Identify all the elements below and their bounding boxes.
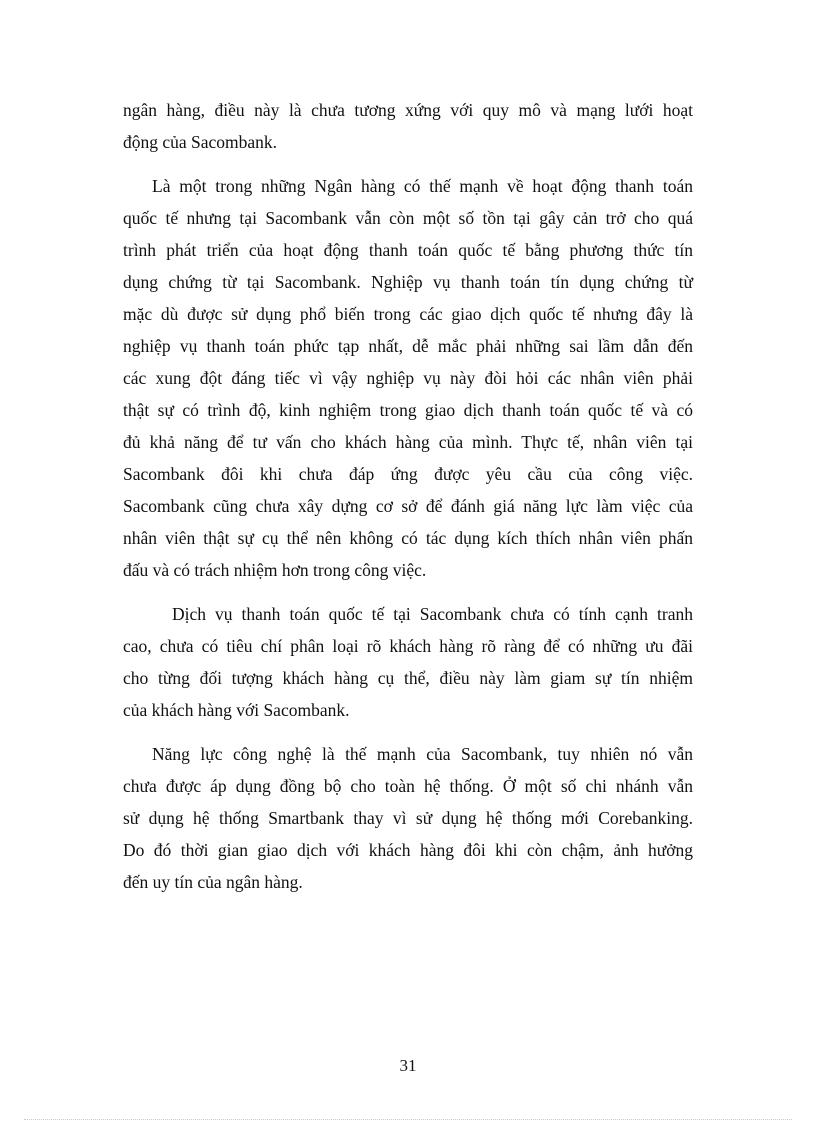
text-line: Là một trong những Ngân hàng có thế mạnh về hoạt động thanh toán <box>152 176 693 196</box>
text-line: các xung đột đáng tiếc vì vậy nghiệp vụ này đòi hỏi các nhân viên phải <box>123 368 693 388</box>
text-line: thật sự có trình độ, kinh nghiệm trong giao dịch thanh toán quốc tế và có <box>123 400 693 420</box>
paragraph-1 <box>123 94 693 158</box>
text-line: dụng chứng từ tại Sacombank. Nghiệp vụ thanh toán tín dụng chứng từ <box>123 272 693 292</box>
text-line: Do đó thời gian giao dịch với khách hàng đôi khi còn chậm, ảnh hưởng <box>123 840 693 860</box>
text-line: chưa được áp dụng đồng bộ cho toàn hệ thống. Ở một số chi nhánh vẫn <box>123 776 693 796</box>
page-number: 31 <box>399 1056 417 1075</box>
text-line: trình phát triển của hoạt động thanh toán quốc tế bằng phương thức tín <box>123 240 693 260</box>
text-line: quốc tế nhưng tại Sacombank vẫn còn một số tồn tại gây cản trở cho quá <box>123 208 693 228</box>
text-line: đấu và có trách nhiệm hơn trong công việc. <box>123 560 427 580</box>
paragraph-3 <box>123 598 693 726</box>
text-line: của khách hàng với Sacombank. <box>123 700 350 720</box>
text-line: Sacombank cũng chưa xây dựng cơ sở để đánh giá năng lực làm việc của <box>123 496 693 516</box>
text-line: cao, chưa có tiêu chí phân loại rõ khách hàng rõ ràng để có những ưu đãi <box>123 636 693 656</box>
text-line: ngân hàng, điều này là chưa tương xứng với quy mô và mạng lưới hoạt <box>123 100 693 120</box>
text-line: Sacombank đôi khi chưa đáp ứng được yêu cầu của công việc. <box>123 464 693 484</box>
page-bottom-divider <box>24 1119 792 1120</box>
text-line: sử dụng hệ thống Smartbank thay vì sử dụng hệ thống mới Corebanking. <box>123 808 693 828</box>
text-line: động của Sacombank. <box>123 132 278 152</box>
text-line: nghiệp vụ thanh toán phức tạp nhất, dễ mắc phải những sai lầm dẫn đến <box>123 336 693 356</box>
paragraph-4 <box>123 738 693 898</box>
text-line: Năng lực công nghệ là thế mạnh của Sacombank, tuy nhiên nó vẫn <box>152 744 693 764</box>
body-text <box>123 94 693 898</box>
text-line: cho từng đối tượng khách hàng cụ thể, điều này làm giam sự tín nhiệm <box>123 668 693 688</box>
text-line: Dịch vụ thanh toán quốc tế tại Sacombank chưa có tính cạnh tranh <box>172 604 693 624</box>
text-line: đến uy tín của ngân hàng. <box>123 872 303 892</box>
text-line: mặc dù được sử dụng phổ biến trong các giao dịch quốc tế nhưng đây là <box>123 304 693 324</box>
text-line: nhân viên thật sự cụ thể nên không có tác dụng kích thích nhân viên phấn <box>123 528 693 548</box>
text-line: đủ khả năng để tư vấn cho khách hàng của mình. Thực tế, nhân viên tại <box>123 432 693 452</box>
paragraph-2 <box>123 170 693 586</box>
